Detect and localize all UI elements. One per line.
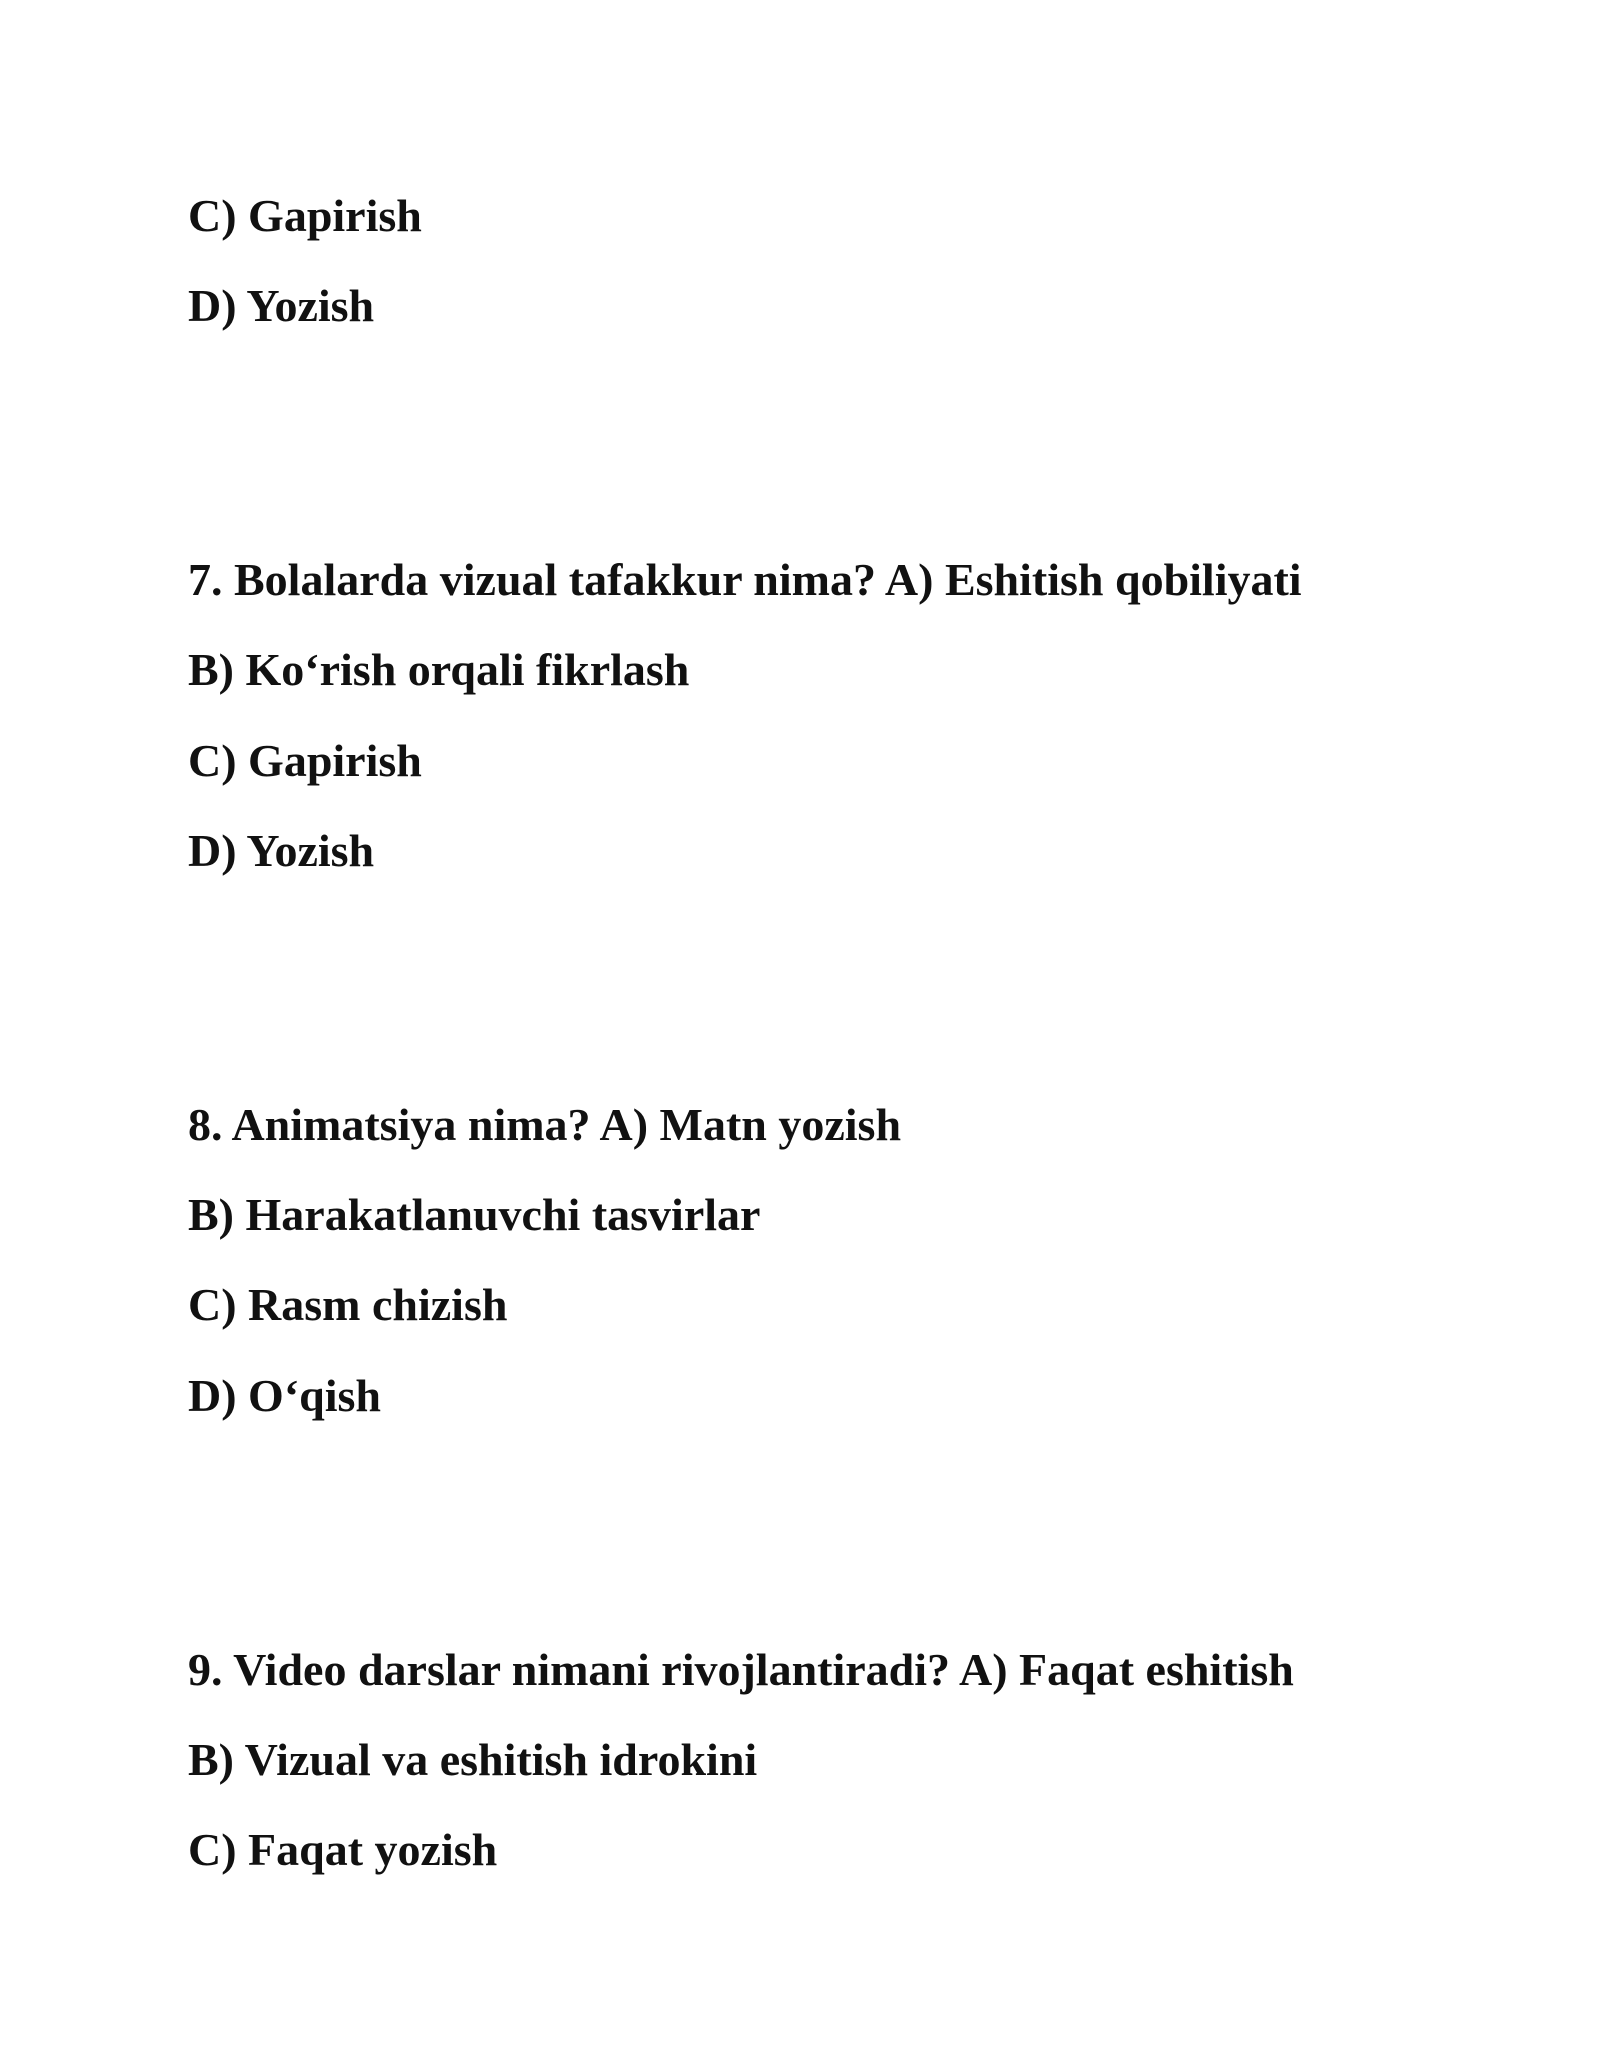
question-9: 9. Video darslar nimani rivojlantiradi? A) Faqat eshitish: [188, 1644, 1294, 1695]
answer-option-d: D) Yozish: [188, 280, 375, 331]
question-7: 7. Bolalarda vizual tafakkur nima? A) Eshitish qobiliyati: [188, 554, 1302, 605]
question-7-option-c: C) Gapirish: [188, 735, 422, 786]
question-8-option-c: C) Rasm chizish: [188, 1279, 508, 1330]
question-7-option-b: B) Ko‘rish orqali fikrlash: [188, 644, 690, 695]
question-8-option-d: D) O‘qish: [188, 1370, 381, 1421]
question-7-option-d: D) Yozish: [188, 825, 375, 876]
answer-option-c: C) Gapirish: [188, 190, 422, 241]
question-9-option-b: B) Vizual va eshitish idrokini: [188, 1734, 758, 1785]
question-8-option-b: B) Harakatlanuvchi tasvirlar: [188, 1189, 761, 1240]
question-8: 8. Animatsiya nima? A) Matn yozish: [188, 1099, 902, 1150]
question-9-option-c: C) Faqat yozish: [188, 1824, 498, 1875]
